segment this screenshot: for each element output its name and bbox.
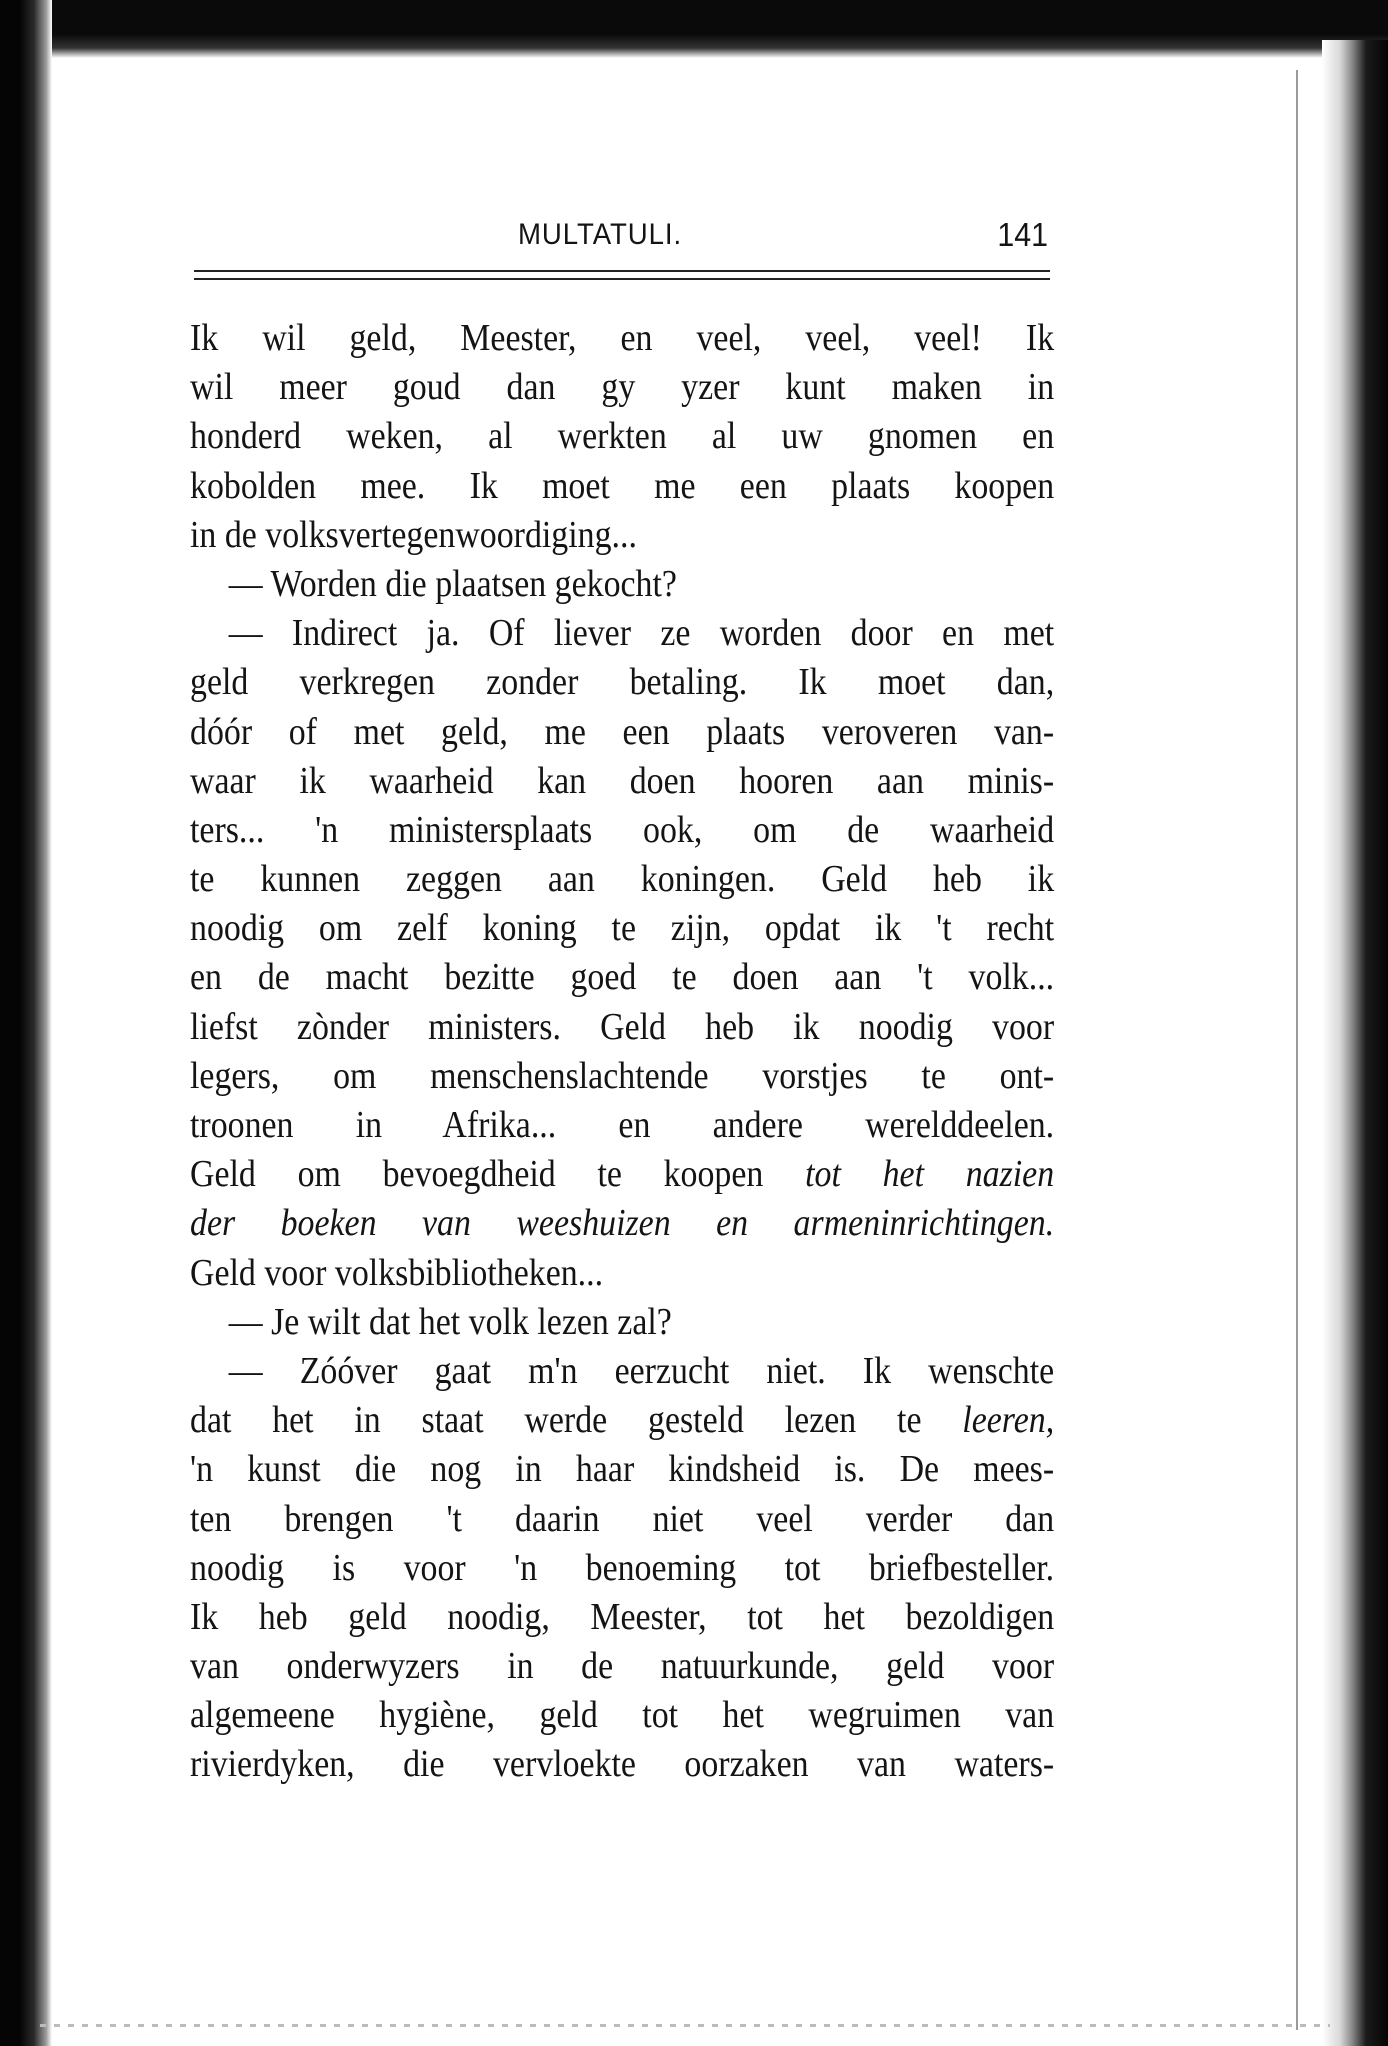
running-head (190, 210, 1054, 266)
page-number: 141 (997, 216, 1048, 253)
text-line: Geld om bevoegdheid te koopen tot het nazien (190, 1153, 1055, 1196)
scan-edge-top (0, 0, 1388, 58)
text-line: rivierdyken, die vervloekte oorzaken van waters- (190, 1743, 1055, 1786)
text-line: geld verkregen zonder betaling. Ik moet dan, (190, 661, 1055, 704)
text-line: — Worden die plaatsen gekocht? (228, 562, 677, 605)
double-rule (194, 270, 1050, 280)
text-line: noodig om zelf koning te zijn, opdat ik 't recht (190, 907, 1055, 950)
text-line: 'n kunst die nog in haar kindsheid is. De mees- (190, 1448, 1055, 1491)
text-line: der boeken van weeshuizen en armeninrichtingen. (190, 1202, 1055, 1245)
text-line: Geld voor volksbibliotheken... (190, 1251, 604, 1294)
text-line: — Zóóver gaat m'n eerzucht niet. Ik wenschte (228, 1349, 1055, 1392)
book-page (190, 210, 1055, 1786)
text-line: noodig is voor 'n benoeming tot briefbesteller. (190, 1546, 1055, 1589)
text-line: liefst zònder ministers. Geld heb ik noodig voor (190, 1005, 1055, 1048)
text-line: ten brengen 't daarin niet veel verder dan (190, 1497, 1055, 1540)
text-line: van onderwyzers in de natuurkunde, geld voor (190, 1645, 1055, 1688)
text-line: dóór of met geld, me een plaats veroveren van- (190, 710, 1055, 753)
text-line: te kunnen zeggen aan koningen. Geld heb ik (190, 858, 1055, 901)
text-line: troonen in Afrika... en andere werelddeelen. (190, 1104, 1055, 1146)
text-line: waar ik waarheid kan doen hooren aan minis- (190, 759, 1055, 802)
text-line: kobolden mee. Ik moet me een plaats koopen (190, 464, 1055, 507)
text-line: Ik heb geld noodig, Meester, tot het bezoldigen (190, 1595, 1055, 1638)
page-edge-line (1296, 70, 1298, 2030)
scan-edge-right (1322, 40, 1388, 2046)
body-text (190, 314, 1054, 1790)
running-head-title: MULTATULI. (518, 218, 683, 251)
text-line: wil meer goud dan gy yzer kunt maken in (190, 366, 1055, 409)
text-line: honderd weken, al werkten al uw gnomen en (190, 415, 1055, 458)
text-line: — Je wilt dat het volk lezen zal? (228, 1300, 672, 1343)
text-line: dat het in staat werde gesteld lezen te leeren, (190, 1399, 1055, 1442)
book-spine-edge (0, 0, 52, 2046)
text-line: en de macht bezitte goed te doen aan 't volk... (190, 956, 1055, 999)
text-line: — Indirect ja. Of liever ze worden door en met (228, 612, 1055, 655)
text-line: algemeene hygiène, geld tot het wegruimen van (190, 1694, 1055, 1737)
text-line: ters... 'n ministersplaats ook, om de waarheid (190, 808, 1055, 851)
text-line: Ik wil geld, Meester, en veel, veel, veel! Ik (190, 317, 1055, 359)
scan-edge-bottom (40, 2024, 1330, 2027)
text-line: in de volksvertegenwoordiging... (190, 513, 637, 556)
text-line: legers, om menschenslachtende vorstjes te ont- (190, 1054, 1055, 1097)
